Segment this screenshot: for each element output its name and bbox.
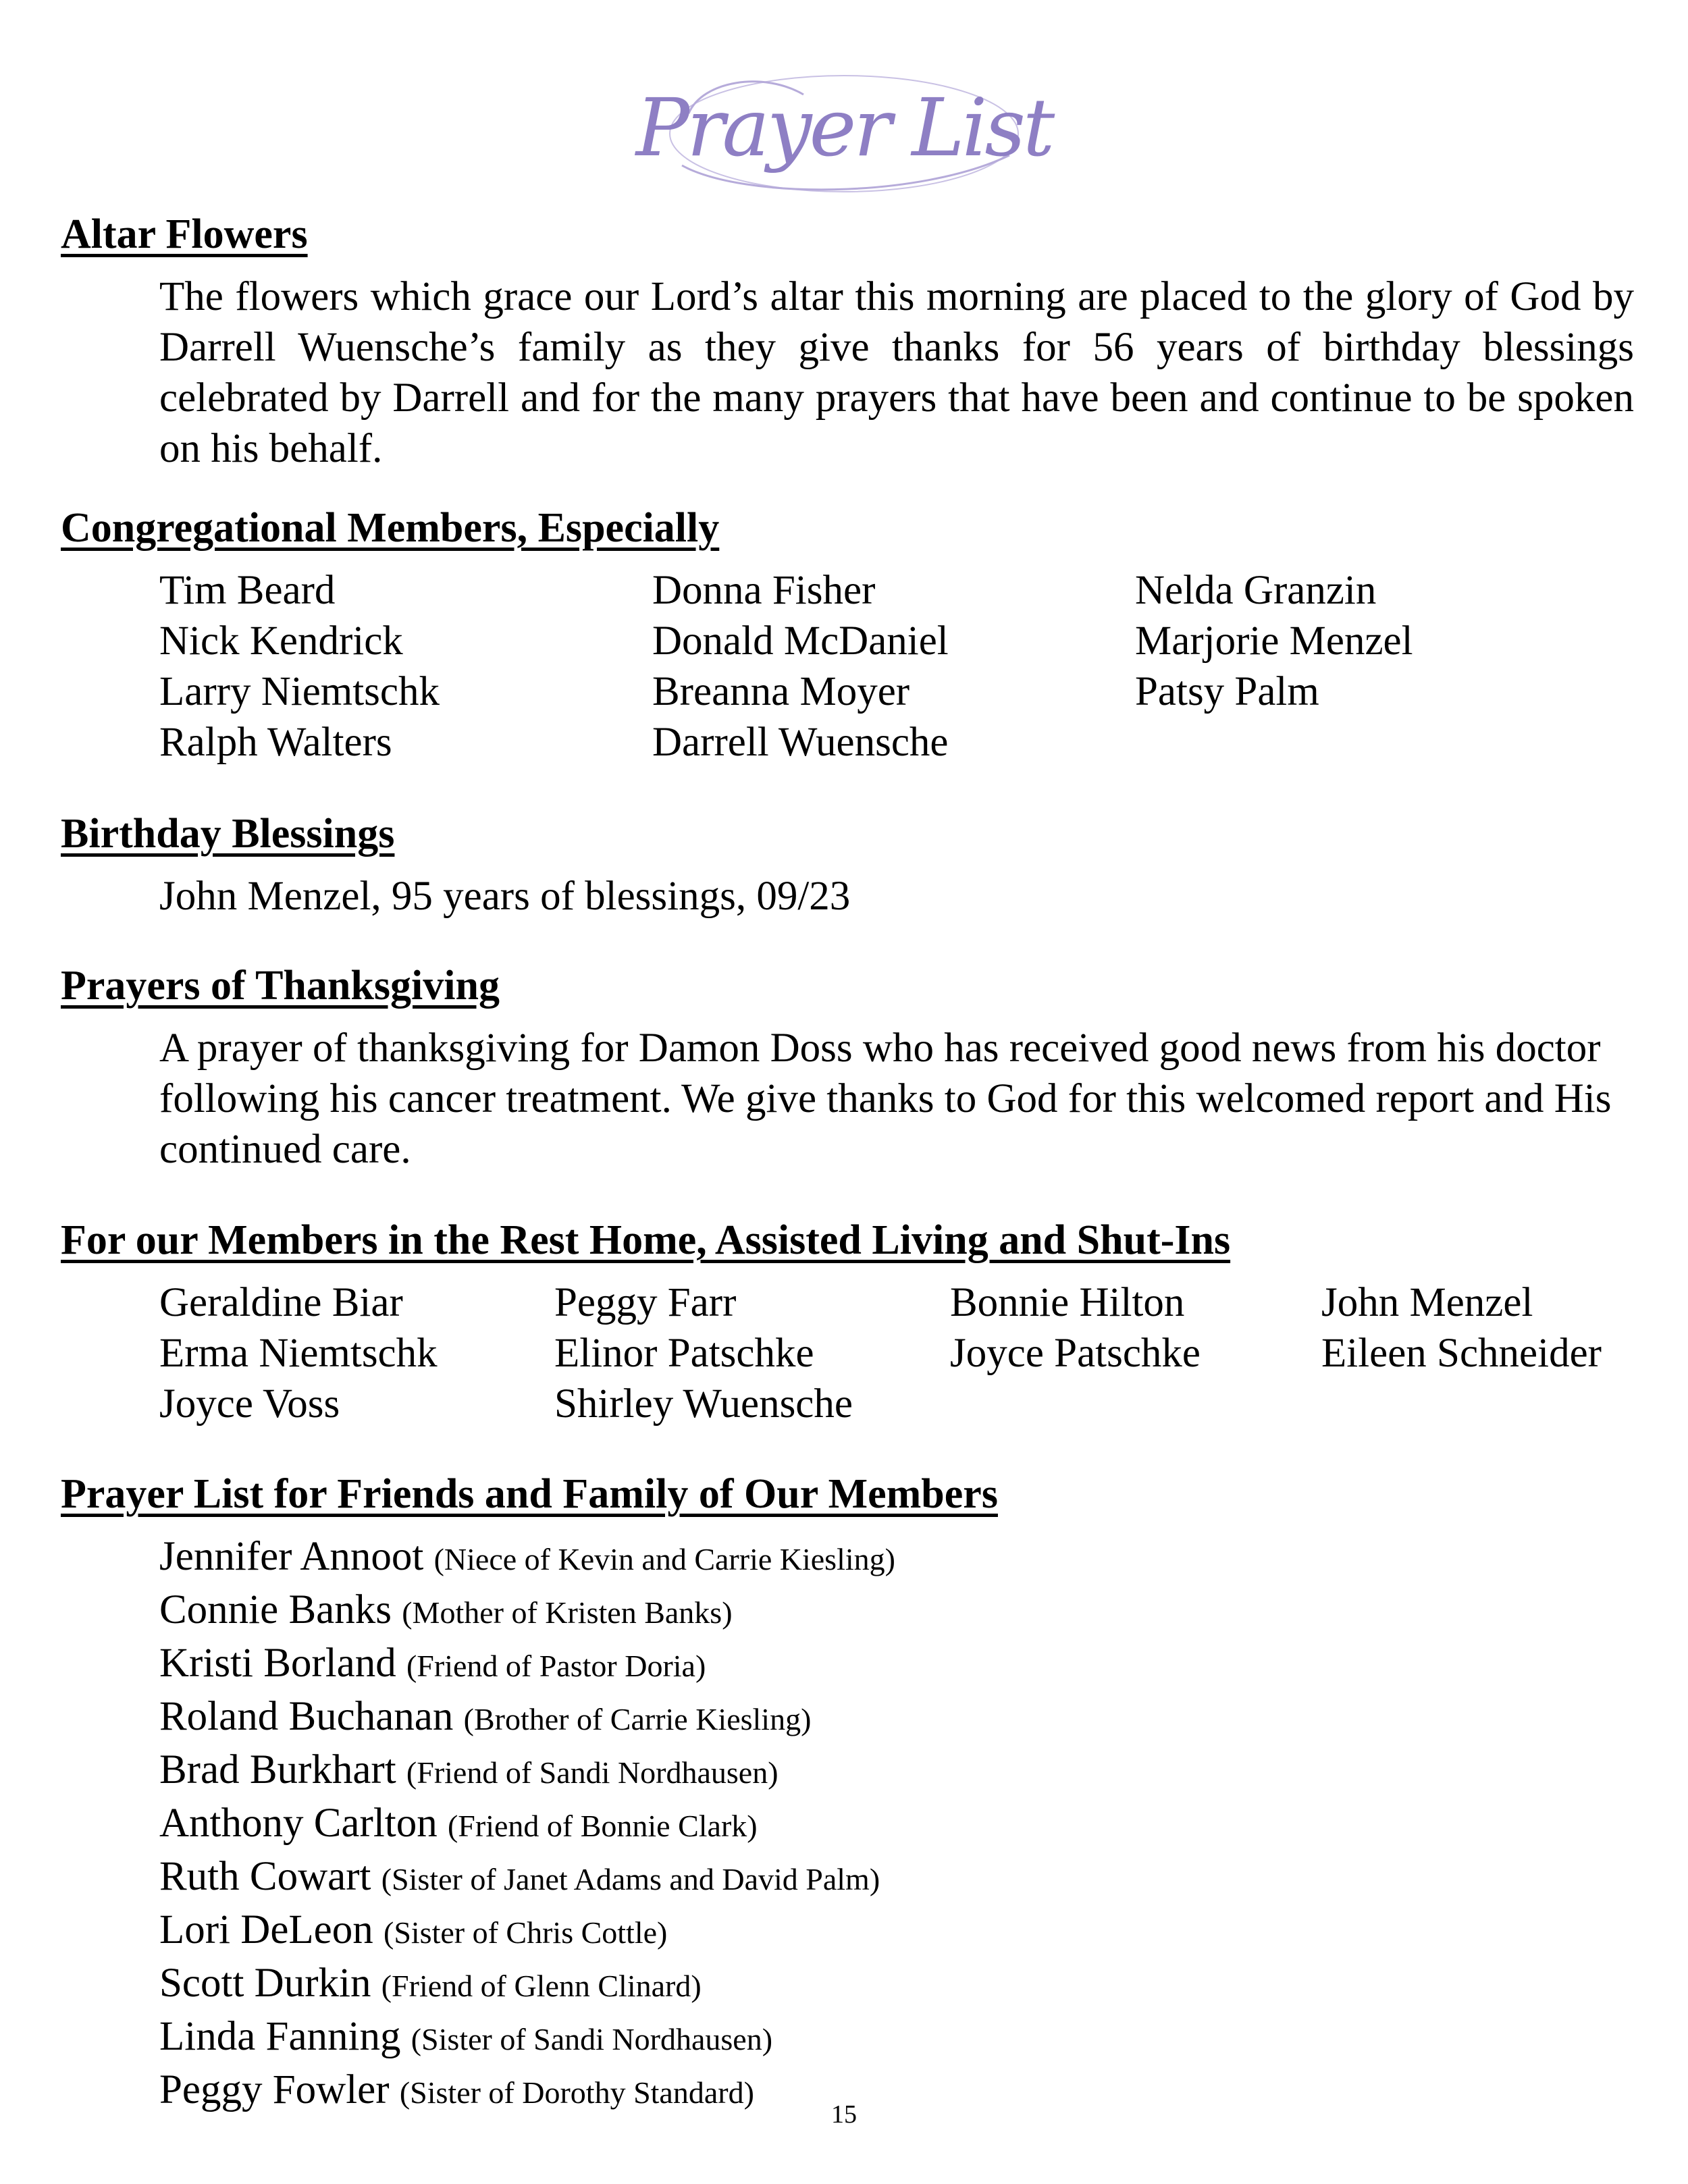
thanksgiving-heading: Prayers of Thanksgiving: [61, 963, 500, 1009]
list-item: [159, 1691, 1634, 1744]
thanksgiving-text: A prayer of thanksgiving for Damon Doss who has received good news from his doctor following his cancer treatment. We give thanks to God for this welcomed report and His continued care.: [159, 1026, 1612, 1172]
friend-name: Linda Fanning: [159, 2014, 401, 2059]
member-name: Nelda Granzin: [1135, 568, 1377, 613]
friend-relation: (Friend of Glenn Clinard): [381, 1969, 702, 2003]
friend-name: Connie Banks: [159, 1587, 392, 1632]
friend-name: Lori DeLeon: [159, 1907, 373, 1952]
friend-name: Brad Burkhart: [159, 1747, 396, 1792]
friend-name: Peggy Fowler: [159, 2067, 390, 2112]
member-name: Darrell Wuensche: [652, 720, 949, 765]
friend-relation: (Sister of Chris Cottle): [384, 1915, 668, 1950]
member-name: Joyce Patschke: [950, 1331, 1201, 1376]
congregational-names: [159, 565, 1634, 768]
member-name: Ralph Walters: [159, 720, 392, 765]
rest-home-heading: For our Members in the Rest Home, Assisted Living and Shut-Ins: [61, 1217, 1231, 1263]
birthday-section: [61, 809, 1634, 922]
rest-home-section: [61, 1215, 1634, 1429]
member-name: Joyce Voss: [159, 1381, 340, 1427]
friend-relation: (Mother of Kristen Banks): [402, 1595, 733, 1630]
list-item: [159, 1958, 1634, 2011]
list-item: [159, 1798, 1634, 1851]
list-item: [159, 1531, 1634, 1584]
member-name: Erma Niemtschk: [159, 1331, 438, 1376]
congregational-section: [61, 503, 1634, 768]
thanksgiving-section: [61, 961, 1634, 1175]
friend-name: Scott Durkin: [159, 1961, 371, 2006]
prayer-list-logo: [635, 54, 1053, 209]
member-name: Tim Beard: [159, 568, 336, 613]
friend-relation: (Sister of Janet Adams and David Palm): [381, 1862, 880, 1896]
member-name: Patsy Palm: [1135, 669, 1319, 714]
friends-family-heading: Prayer List for Friends and Family of Our Members: [61, 1471, 998, 1517]
friend-name: Anthony Carlton: [159, 1801, 438, 1846]
list-item: [159, 1851, 1634, 1905]
friend-name: Jennifer Annoot: [159, 1534, 424, 1579]
birthday-text: John Menzel, 95 years of blessings, 09/23: [159, 874, 851, 919]
member-name: John Menzel: [1321, 1280, 1533, 1325]
friend-name: Kristi Borland: [159, 1641, 396, 1686]
page-number: 15: [831, 2100, 857, 2129]
list-item: [159, 1744, 1634, 1798]
member-name: Nick Kendrick: [159, 618, 403, 664]
member-name: Larry Niemtschk: [159, 669, 440, 714]
friend-name: Roland Buchanan: [159, 1694, 454, 1739]
altar-flowers-text: The flowers which grace our Lord’s altar this morning are placed to the glory of God by Darrell Wuensche’s family as they give thanks for 56 years of birthday blessings celebrated by Darrell and for the many prayers that have been and continue to be spoken on his behalf.: [159, 274, 1634, 471]
member-name: Donna Fisher: [652, 568, 876, 613]
friend-relation: (Friend of Sandi Nordhausen): [406, 1755, 779, 1790]
member-name: Eileen Schneider: [1321, 1331, 1602, 1376]
altar-flowers-section: [61, 209, 1634, 474]
member-name: Breanna Moyer: [652, 669, 910, 714]
list-item: [159, 2011, 1634, 2065]
friend-relation: (Sister of Dorothy Standard): [399, 2075, 754, 2110]
member-name: Marjorie Menzel: [1135, 618, 1413, 664]
svg-text:Prayer List: Prayer List: [635, 81, 1053, 174]
friend-relation: (Friend of Bonnie Clark): [447, 1809, 758, 1843]
congregational-heading: Congregational Members, Especially: [61, 505, 720, 551]
friend-relation: (Friend of Pastor Doria): [406, 1649, 706, 1683]
member-name: Peggy Farr: [554, 1280, 737, 1325]
member-name: Elinor Patschke: [554, 1331, 814, 1376]
prayer-list-logo-art: [635, 54, 1053, 209]
altar-flowers-heading: Altar Flowers: [61, 211, 308, 257]
list-item: [159, 1905, 1634, 1958]
friends-family-section: [61, 1469, 1634, 2118]
friend-relation: (Niece of Kevin and Carrie Kiesling): [433, 1542, 895, 1576]
member-name: Bonnie Hilton: [950, 1280, 1185, 1325]
member-name: Shirley Wuensche: [554, 1381, 853, 1427]
list-item: [159, 1584, 1634, 1638]
birthday-heading: Birthday Blessings: [61, 811, 395, 857]
friends-family-list: [159, 1531, 1634, 2118]
member-name: Geraldine Biar: [159, 1280, 403, 1325]
list-item: [159, 1638, 1634, 1691]
member-name: Donald McDaniel: [652, 618, 949, 664]
friend-name: Ruth Cowart: [159, 1854, 371, 1899]
rest-home-names: [159, 1277, 1634, 1429]
friend-relation: (Brother of Carrie Kiesling): [463, 1702, 812, 1736]
friend-relation: (Sister of Sandi Nordhausen): [411, 2022, 773, 2056]
